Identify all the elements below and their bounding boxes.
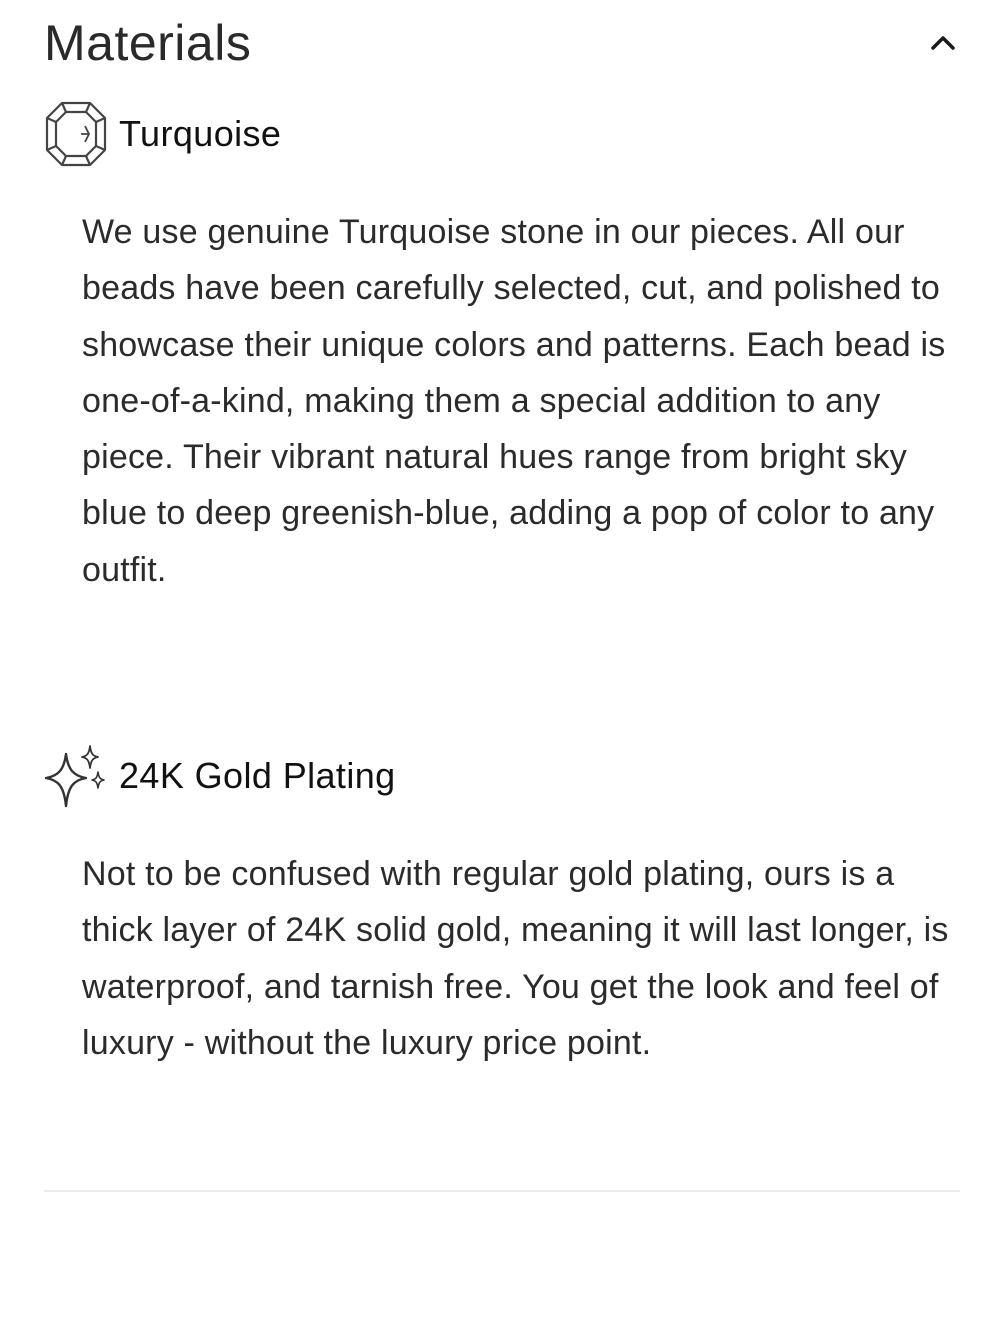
sparkle-icon <box>44 742 108 810</box>
material-description: We use genuine Turquoise stone in our pieces. All our beads have been carefully selected, cut, and polished to showcase their unique colors and patterns. Each bead is one-of-a-kind, making them a special addition to any piece. Their vibrant natural hues range from bright sky blue to deep greenish-blue, adding a pop of color to any outfit. <box>82 213 946 589</box>
chevron-up-icon[interactable] <box>928 28 958 58</box>
gemstone-icon <box>44 100 108 168</box>
material-name: 24K Gold Plating <box>119 755 396 796</box>
divider <box>44 1190 960 1192</box>
materials-accordion <box>44 0 960 1062</box>
material-turquoise-heading <box>44 100 960 170</box>
accordion-header[interactable] <box>44 0 960 90</box>
accordion-title: Materials <box>44 15 252 71</box>
material-gold-heading <box>44 742 960 812</box>
material-description: Not to be confused with regular gold plating, ours is a thick layer of 24K solid gold, meaning it will last longer, is waterproof, and tarnish free. You get the look and feel of luxury - without the luxury price point. <box>82 855 949 1062</box>
material-name: Turquoise <box>119 113 282 154</box>
